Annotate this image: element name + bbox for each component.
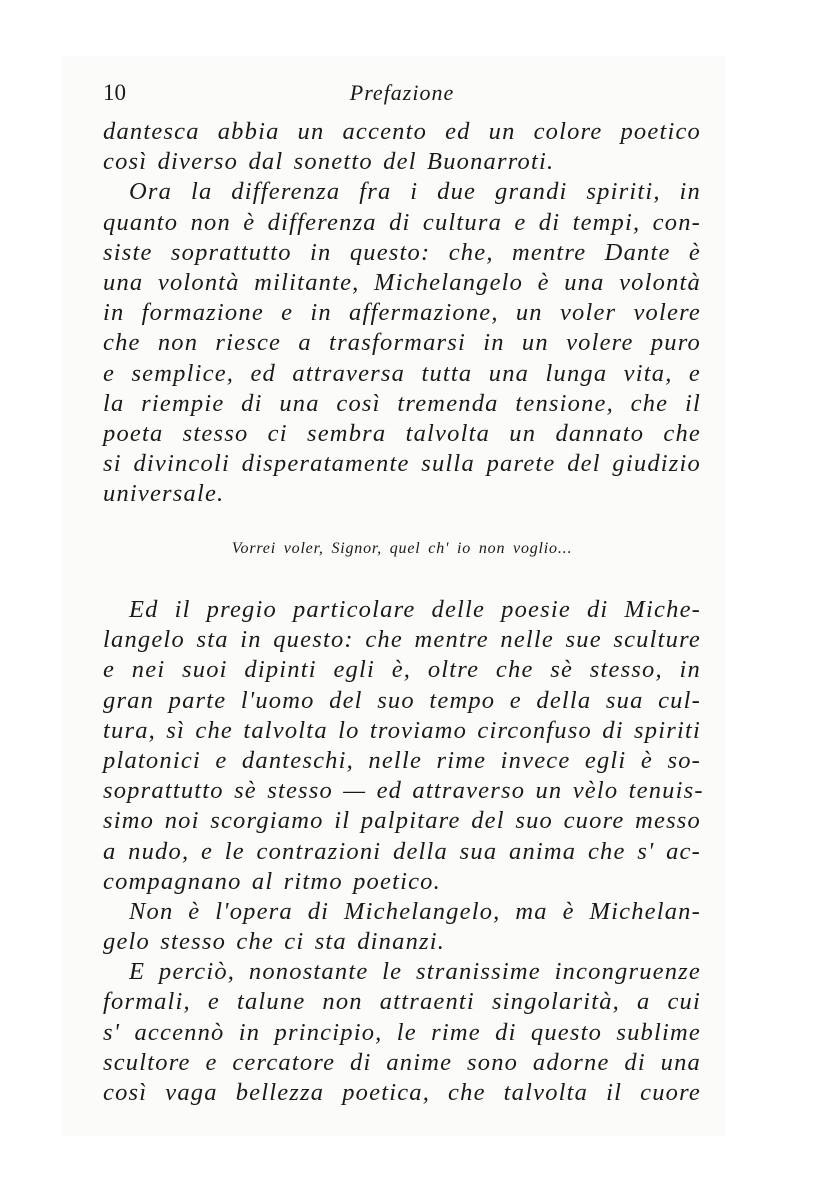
text-line: E perciò, nonostante le stranissime incongruenze [129,958,701,986]
text-line: universale. [103,480,225,508]
text-line: dantesca abbia un accento ed un colore poetico [103,118,701,145]
text-line: s' accennò in principio, le rime di questo sublime [103,1018,701,1046]
text-line: scultore e cercatore di anime sono adorne di una [103,1048,701,1076]
text-line: platonici e danteschi, nelle rime invece egli è so- [103,746,701,774]
text-line: e nei suoi dipinti egli è, oltre che sè stesso, in [103,656,701,684]
text-line: formali, e talune non attraenti singolarità, a cui [103,988,701,1016]
paragraph-block-1 [103,117,701,509]
text-line: gelo stesso che ci sta dinanzi. [103,928,446,956]
text-line: tura, sì che talvolta lo troviamo circonfuso di spiriti [103,716,701,744]
text-line: la riempie di una così tremenda tensione, che il [103,389,701,417]
text-line: che non riesce a trasformarsi in un volere puro [103,329,701,357]
text-line: a nudo, e le contrazioni della sua anima che s' ac- [103,837,701,865]
text-line: così diverso dal sonetto del Buonarroti. [103,148,555,176]
text-line: Ora la differenza fra i due grandi spiriti, in [129,178,701,206]
paragraph-block-2 [103,595,704,1108]
text-line: si divincoli disperatamente sulla parete del giudizio [103,450,701,478]
page-number: 10 [103,80,126,105]
text-line: soprattutto sè stesso — ed attraverso un vèlo tenuis- [103,777,704,805]
text-line: poeta stesso ci sembra talvolta un dannato che [103,419,701,447]
page-header [103,80,701,110]
text-line: in formazione e in affermazione, un voler volere [103,299,701,327]
text-line: così vaga bellezza poetica, che talvolta il cuore [103,1079,701,1106]
text-line: Non è l'opera di Michelangelo, ma è Michelan- [129,897,701,925]
text-line: simo noi scorgiamo il palpitare del suo cuore messo [103,807,701,835]
epigraph-quote: Vorrei voler, Signor, quel ch' io non voglio... [231,540,573,557]
text-line: siste soprattutto in questo: che, mentre Dante è [103,238,701,266]
text-line: Ed il pregio particolare delle poesie di Miche- [129,596,701,623]
text-line: e semplice, ed attraversa tutta una lunga vita, e [103,359,701,387]
text-line: quanto non è differenza di cultura e di tempi, con- [103,208,701,236]
text-line: una volontà militante, Michelangelo è una volontà [103,268,701,296]
text-line: langelo sta in questo: che mentre nelle sue sculture [103,626,701,654]
text-line: gran parte l'uomo del suo tempo e della sua cul- [103,686,701,714]
text-line: compagnano al ritmo poetico. [103,867,441,895]
running-title: Prefazione [349,80,455,105]
